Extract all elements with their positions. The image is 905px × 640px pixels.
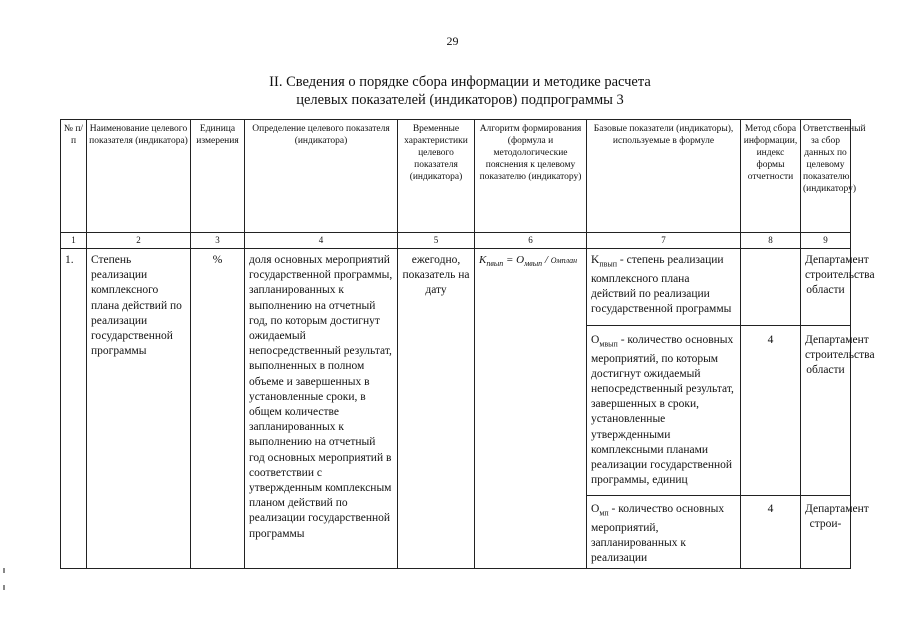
- scan-mark: [3, 585, 5, 590]
- column-number: 8: [741, 233, 801, 249]
- column-number: 7: [587, 233, 741, 249]
- column-number: 1: [61, 233, 87, 249]
- header-time: Временные характеристики целевого показателя (индикатора): [398, 120, 475, 233]
- column-number-row: [61, 233, 851, 249]
- header-definition: Определение целевого показателя (индикатора): [245, 120, 398, 233]
- base-symbol-sub: мвып: [599, 339, 618, 349]
- column-number: 3: [191, 233, 245, 249]
- formula-lhs: K: [479, 254, 487, 266]
- formula-den: Oмплан: [550, 256, 578, 265]
- header-method: Метод сбора информации, индекс формы отчетности: [741, 120, 801, 233]
- base-symbol: O: [591, 334, 600, 346]
- scan-mark: [3, 568, 5, 573]
- header-unit: Единица измерения: [191, 120, 245, 233]
- base-indicator-cell: [587, 249, 741, 326]
- header-algorithm: Алгоритм формирования (формула и методологические пояснения к целевому показателю (индикатору): [475, 120, 587, 233]
- header-responsible: Ответственный за сбор данных по целевому показателю (индикатору): [801, 120, 851, 233]
- indicator-row: [61, 249, 851, 326]
- method-cell: 4: [741, 496, 801, 569]
- row-number: 1.: [61, 249, 87, 569]
- indicator-time: ежегодно, показатель на дату: [398, 249, 475, 569]
- method-cell: [741, 249, 801, 326]
- document-title: [150, 73, 770, 109]
- indicators-table: [60, 119, 875, 569]
- base-symbol: K: [591, 254, 600, 266]
- base-symbol-sub: пвып: [599, 259, 618, 269]
- base-text: - степень реализации комплексного плана действий по реализации государственной программы: [591, 254, 732, 315]
- header-number: № п/п: [61, 120, 87, 233]
- column-number: 2: [87, 233, 191, 249]
- formula-slash: /: [542, 254, 551, 266]
- formula-eq: =: [503, 254, 517, 266]
- base-symbol: O: [591, 503, 600, 515]
- title-line-1: II. Сведения о порядке сбора информации и методике расчета: [269, 74, 651, 90]
- header-row: [61, 120, 851, 233]
- header-base-indicators: Базовые показатели (индикаторы), используемые в формуле: [587, 120, 741, 233]
- responsible-cell: Департамент строи-: [801, 496, 851, 569]
- formula-num-sub: мвып: [524, 259, 543, 269]
- column-number: 6: [475, 233, 587, 249]
- column-number: 9: [801, 233, 851, 249]
- formula-lhs-sub: пвып: [486, 259, 504, 269]
- indicator-formula: [475, 249, 587, 569]
- base-indicator-cell: [587, 496, 741, 569]
- header-name: Наименование целевого показателя (индикатора): [87, 120, 191, 233]
- title-line-2: целевых показателей (индикаторов) подпрограммы 3: [296, 92, 624, 108]
- page-number: 29: [446, 34, 459, 48]
- column-number: 4: [245, 233, 398, 249]
- indicator-name: Степень реализации комплексного плана действий по реализации государственной программы: [87, 249, 191, 569]
- responsible-cell: Департамент строительства области: [801, 249, 851, 326]
- base-text: - количество основных мероприятий, запланированных к реализации: [591, 503, 725, 564]
- responsible-cell: Департамент строительства области: [801, 326, 851, 496]
- base-indicator-cell: [587, 326, 741, 496]
- column-number: 5: [398, 233, 475, 249]
- indicator-unit: %: [191, 249, 245, 569]
- indicator-definition: доля основных мероприятий государственной программы, запланированных к выполнению на отчетный год, по которым достигнут ожидаемый непосредственный результат, выполненных в полном объеме и завершенных в установленные сроки, в общем количестве запланированных к выполнению на отчетный год основных мероприятий в соответствии с утвержденным комплексным планом действий по реализации государственной программы: [245, 249, 398, 569]
- base-symbol-sub: мп: [599, 508, 609, 518]
- formula-num: O: [516, 254, 525, 266]
- formula: [479, 254, 578, 269]
- base-text: - количество основных мероприятий, по которым достигнут ожидаемый непосредственный результат, завершенных в сроки, установленные утвержденными комплексными планами реализации государственной программы, единиц: [591, 334, 734, 487]
- method-cell: 4: [741, 326, 801, 496]
